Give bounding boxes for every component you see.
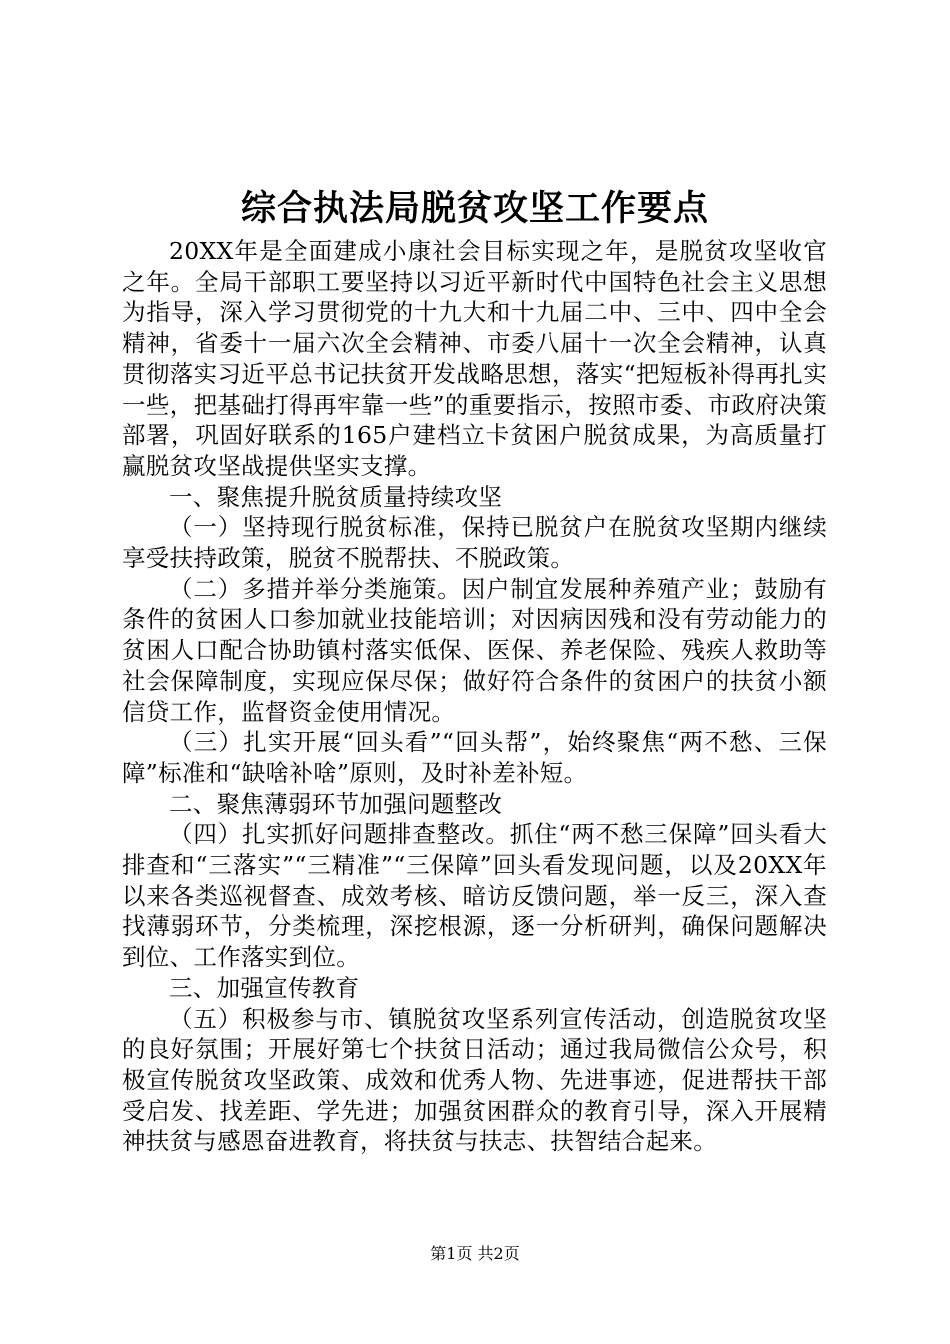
intro-paragraph: 20XX年是全面建成小康社会目标实现之年，是脱贫攻坚收官之年。全局干部职工要坚持以习近平新时代中国特色社会主义思想为指导，深入学习贯彻党的十九大和十九届二中、三中、四中全会精神，省委十一届六次全会精神、市委八届十一次全会精神，认真贯彻落实习近平总书记扶贫开发战略思想，落实“把短板补得再扎实一些，把基础打得再牢靠一些”的重要指示，按照市委、市政府决策部署，巩固好联系的165户建档立卡贫困户脱贫成果，为高质量打赢脱贫攻坚战提供坚实支撑。 — [122, 237, 827, 480]
section-heading-3: 三、加强宣传教育 — [169, 973, 360, 1002]
item-paragraph-4: （四）扎实抓好问题排查整改。抓住“两不愁三保障”回头看大排查和“三落实”“三精准”“三保障”回头看发现问题，以及20XX年以来各类巡视督查、成效考核、暗访反馈问题，举一反三，深入查找薄弱环节，分类梳理，深挖根源，逐一分析研判，确保问题解决到位、工作落实到位。 — [122, 820, 827, 972]
page-number-footer: 第1页 共2页 — [430, 1244, 520, 1263]
item-paragraph-5: （五）积极参与市、镇脱贫攻坚系列宣传活动，创造脱贫攻坚的良好氛围；开展好第七个扶贫日活动；通过我局微信公众号，积极宣传脱贫攻坚政策、成效和优秀人物、先进事迹，促进帮扶干部受启发、找差距、学先进；加强贫困群众的教育引导，深入开展精神扶贫与感恩奋进教育，将扶贫与扶志、扶智结合起来。 — [122, 1004, 827, 1156]
document-title: 综合执法局脱贫攻坚工作要点 — [240, 188, 709, 229]
item-paragraph-3: （三）扎实开展“回头看”“回头帮”，始终聚焦“两不愁、三保障”标准和“缺啥补啥”原则，及时补差补短。 — [122, 728, 827, 787]
item-paragraph-2: （二）多措并举分类施策。因户制宜发展种养殖产业；鼓励有条件的贫困人口参加就业技能培训；对因病因残和没有劳动能力的贫困人口配合协助镇村落实低保、医保、养老保险、残疾人救助等社会保障制度，实现应保尽保；做好符合条件的贫困户的扶贫小额信贷工作，监督资金使用情况。 — [122, 574, 827, 726]
document-body — [122, 236, 827, 1157]
item-paragraph-1: （一）坚持现行脱贫标准，保持已脱贫户在脱贫攻坚期内继续享受扶持政策，脱贫不脱帮扶、不脱政策。 — [122, 513, 827, 573]
section-heading-2: 二、聚焦薄弱环节加强问题整改 — [169, 789, 503, 818]
section-heading-1: 一、聚焦提升脱贫质量持续攻坚 — [169, 482, 503, 511]
